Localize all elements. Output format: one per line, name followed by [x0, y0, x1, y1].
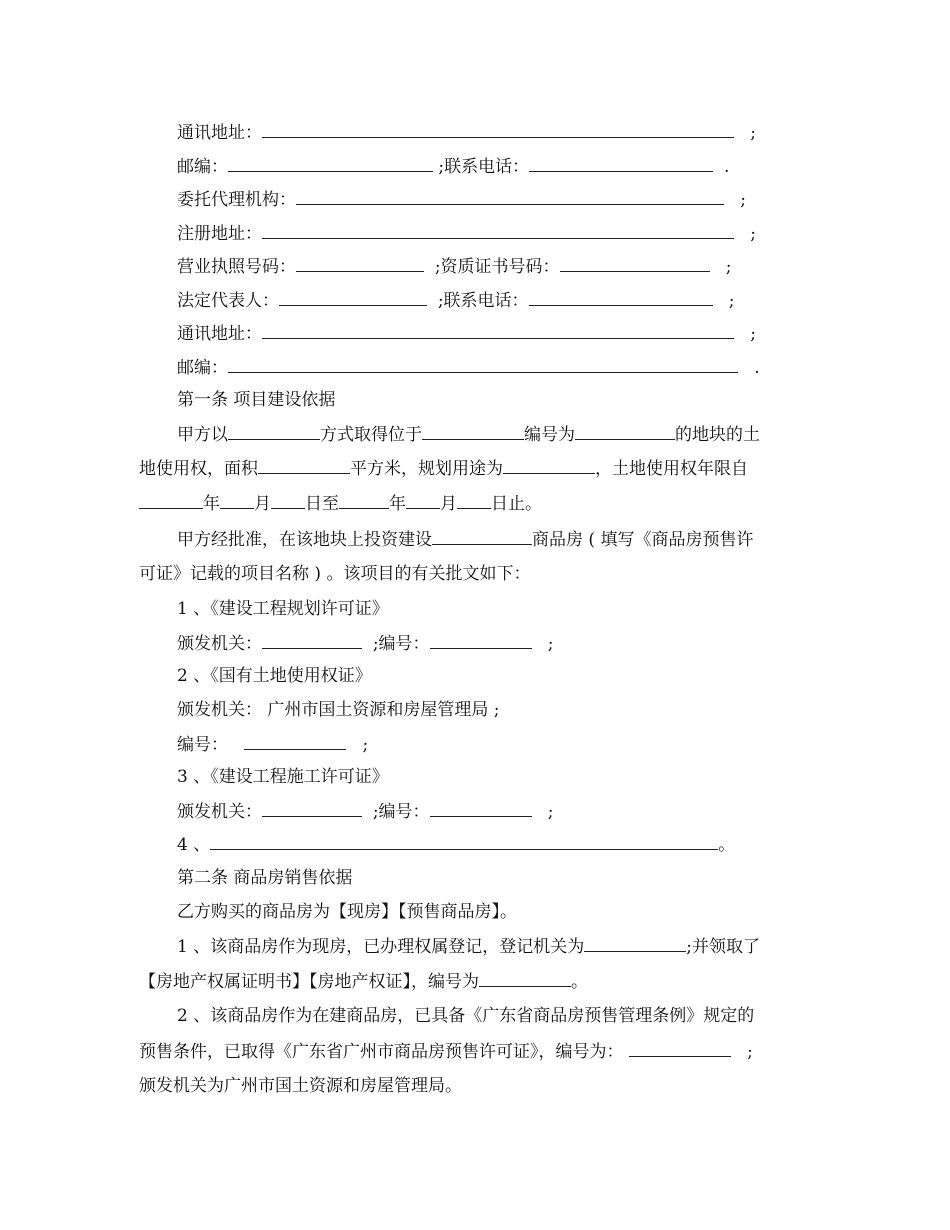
cert-number-blank[interactable] — [479, 971, 571, 987]
article1-title: 第一条 项目建设依据 — [177, 390, 336, 410]
area-blank[interactable] — [258, 458, 350, 474]
presale-number-blank[interactable] — [629, 1041, 731, 1057]
license-line — [177, 256, 732, 277]
text: 年 — [203, 494, 220, 514]
approval-item3-issuer-line — [177, 801, 554, 822]
postcode2-line — [177, 357, 760, 378]
article2-p1: 乙方购买的商品房为【现房】【预售商品房】。 — [177, 902, 517, 922]
article2-p3-line1: 2 、该商品房作为在建商品房，已具备《广东省商品房预售管理条例》规定的 — [177, 1006, 755, 1026]
postcode2-blank[interactable] — [228, 357, 738, 373]
semicolon: ; — [725, 257, 732, 277]
article1-p2-line1 — [177, 529, 753, 550]
phone2-label: ;联系电话： — [437, 291, 529, 311]
license-label: 营业执照号码： — [177, 257, 296, 277]
contact-address-label: 通讯地址： — [177, 123, 262, 143]
text: ，土地使用权年限自 — [595, 459, 748, 479]
reg-address-label: 注册地址： — [177, 224, 262, 244]
text: 甲方以 — [177, 425, 228, 445]
text: 的地块的土 — [675, 425, 760, 445]
semicolon: ; — [362, 735, 369, 755]
legal-rep-blank[interactable] — [279, 290, 427, 306]
issuer3-blank[interactable] — [262, 801, 362, 817]
article1-p1-line2 — [139, 458, 748, 479]
item4-blank[interactable] — [210, 834, 718, 850]
text: 甲方经批准，在该地块上投资建设 — [177, 530, 432, 550]
legal-rep-line — [177, 290, 735, 311]
start-year-blank[interactable] — [139, 493, 203, 509]
article2-p2-line1 — [177, 936, 760, 957]
contact-address2-line — [177, 323, 756, 344]
semicolon: ; — [750, 123, 756, 143]
text: 方式取得位于 — [320, 425, 422, 445]
text: 4 、 — [177, 835, 211, 855]
text: 【房地产权属证明书】【房地产权证】，编号为 — [139, 972, 479, 992]
semicolon: ; — [547, 634, 554, 654]
contact-address-blank[interactable] — [262, 122, 734, 138]
plot-number-blank[interactable] — [575, 424, 675, 440]
postcode-phone-line — [177, 156, 729, 177]
article1-p1-line3 — [139, 493, 542, 514]
cert-blank[interactable] — [560, 256, 710, 272]
text: 日至 — [305, 494, 339, 514]
land-use-blank[interactable] — [503, 458, 595, 474]
end-month-blank[interactable] — [406, 493, 440, 509]
text: ;并领取了 — [686, 937, 760, 957]
end-year-blank[interactable] — [339, 493, 389, 509]
text: 日止。 — [491, 494, 542, 514]
semicolon: ; — [747, 1042, 753, 1062]
semicolon: ; — [750, 324, 756, 344]
text: 地使用权，面积 — [139, 459, 258, 479]
reg-address-blank[interactable] — [262, 223, 734, 239]
contact-address2-blank[interactable] — [262, 323, 734, 339]
issuer-label: 颁发机关： — [177, 634, 262, 654]
license-blank[interactable] — [296, 256, 424, 272]
approval-item2-issuer: 颁发机关： 广州市国土资源和房屋管理局 ; — [177, 700, 500, 720]
start-month-blank[interactable] — [220, 493, 254, 509]
cert-label: ;资质证书号码： — [434, 257, 560, 277]
approval-item2-number-line — [177, 734, 368, 755]
project-blank[interactable] — [432, 529, 532, 545]
period: 。 — [571, 972, 588, 992]
end-day-blank[interactable] — [457, 493, 491, 509]
article1-p1-line1 — [177, 424, 760, 445]
text: 月 — [254, 494, 271, 514]
phone-blank[interactable] — [529, 156, 713, 172]
text: 编号为 — [524, 425, 575, 445]
issuer1-blank[interactable] — [262, 633, 362, 649]
agency-line — [177, 189, 746, 210]
text: 商品房 ( 填写《商品房预售许 — [532, 530, 754, 550]
approval-item1-issuer-line — [177, 633, 554, 654]
semicolon: ; — [547, 802, 554, 822]
number3-blank[interactable] — [430, 801, 532, 817]
period: . — [754, 358, 760, 378]
issuer-label: 颁发机关： — [177, 802, 262, 822]
article2-p3-line2 — [139, 1041, 753, 1062]
approval-item4-line — [177, 834, 735, 855]
semicolon: ; — [740, 190, 746, 210]
text: 1 、该商品房作为现房，已办理权属登记，登记机关为 — [177, 937, 585, 957]
approval-item1: 1 、《建设工程规划许可证》 — [177, 599, 389, 619]
phone2-blank[interactable] — [529, 290, 713, 306]
article2-p3-line3: 颁发机关为广州市国土资源和房屋管理局。 — [139, 1076, 462, 1096]
text: 年 — [389, 494, 406, 514]
postcode-blank[interactable] — [228, 156, 433, 172]
semicolon: ; — [750, 224, 756, 244]
semicolon: ; — [728, 291, 735, 311]
text: 预售条件，已取得《广东省广州市商品房预售许可证》，编号为： — [139, 1042, 624, 1062]
phone-label: ;联系电话： — [438, 157, 530, 177]
contact-address2-label: 通讯地址： — [177, 324, 262, 344]
number-label: 编号： — [177, 735, 228, 755]
method-blank[interactable] — [228, 424, 320, 440]
postcode2-label: 邮编： — [177, 358, 228, 378]
registry-blank[interactable] — [584, 936, 686, 952]
article2-title: 第二条 商品房销售依据 — [177, 868, 353, 888]
start-day-blank[interactable] — [271, 493, 305, 509]
number-label: ;编号： — [372, 634, 430, 654]
approval-item3: 3 、《建设工程施工许可证》 — [177, 767, 389, 787]
text: 月 — [440, 494, 457, 514]
agency-label: 委托代理机构： — [177, 190, 296, 210]
article2-p2-line2 — [139, 971, 588, 992]
agency-blank[interactable] — [296, 189, 724, 205]
contact-address-line — [177, 122, 756, 143]
article1-p2-line2: 可证》记载的项目名称 ) 。该项目的有关批文如下： — [139, 564, 531, 584]
number2-blank[interactable] — [244, 734, 346, 750]
period: . — [723, 157, 730, 177]
text: 平方米，规划用途为 — [350, 459, 503, 479]
postcode-label: 邮编： — [177, 157, 228, 177]
approval-item2: 2 、《国有土地使用权证》 — [177, 666, 372, 686]
number-label: ;编号： — [372, 802, 430, 822]
number1-blank[interactable] — [430, 633, 532, 649]
location-blank[interactable] — [422, 424, 524, 440]
legal-rep-label: 法定代表人： — [177, 291, 279, 311]
reg-address-line — [177, 223, 756, 244]
period: 。 — [718, 835, 736, 855]
